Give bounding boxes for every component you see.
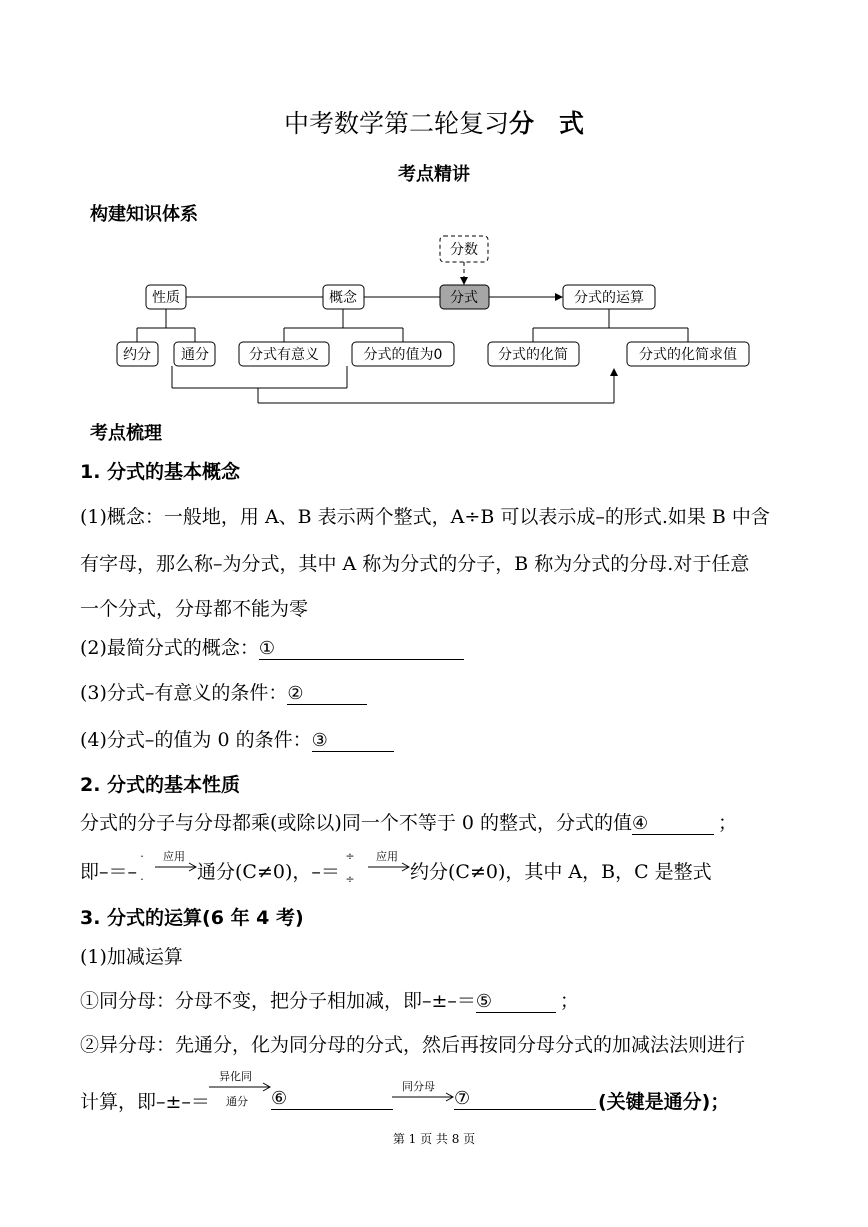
title-regular: 中考数学第二轮复习 [283,109,509,138]
s2-line2-end: 约分(C≠0)，其中 A，B，C 是整式 [410,861,712,883]
answer-blank-6 [271,1087,393,1110]
answer-blank-2 [287,682,367,705]
subtitle: 考点精讲 [398,164,470,185]
s1-p3-label: (3)分式–有意义的条件： [80,682,288,704]
knowledge-diagram [0,225,868,410]
s3-same-label: ①同分母：分母不变，把分子相加减，即–±–＝ [80,990,476,1012]
s2-line1-text: 分式的分子与分母都乘(或除以)同一个不等于 0 的整式，分式的值 [80,812,632,834]
answer-blank-4 [632,812,714,835]
s2-apply-arrow-2 [368,862,410,872]
section-points-heading: 考点梳理 [90,423,162,444]
node-operations: 分式的运算 [574,290,644,306]
s2-apply-label-1: 应用 [163,850,185,863]
s2-frac1-bottom: · [140,873,144,886]
s1-p1-line3: 一个分式，分母都不能为零 [80,598,309,620]
s3-diff-line2-start: 计算，即–±–＝ [80,1091,210,1113]
s1-p4 [80,725,394,752]
s2-line2-mid: 通分(C≠0)，–＝ [197,861,340,883]
answer-blank-5 [476,990,556,1013]
mark-2: ② [287,683,304,704]
answer-blank-7 [454,1087,596,1110]
s3-arrow2-top: 同分母 [402,1080,435,1093]
s1-p3 [80,678,367,705]
mark-1: ① [258,638,276,659]
node-meaningful: 分式有意义 [249,347,319,363]
s2-apply-arrow-1 [155,862,197,872]
s3-diff-end: (关键是通分)； [598,1091,730,1113]
page-title [0,104,868,140]
s2-line2-start: 即–＝– [80,861,138,883]
s3-arrow1-bottom: 通分 [226,1095,248,1108]
s3-heading: 3. 分式的运算(6 年 4 考) [80,907,304,929]
s2-frac1-top: · [140,850,144,863]
section-knowledge-heading: 构建知识体系 [90,204,198,225]
title-bold: 分 式 [509,109,585,138]
node-reduce: 约分 [123,347,151,363]
s3-blank7-wrap [454,1087,596,1110]
s3-blank6-wrap [271,1087,393,1110]
s3-sub1: (1)加减运算 [80,946,183,968]
node-common: 通分 [181,347,209,363]
s2-line1 [80,808,737,835]
mark-4: ④ [632,813,649,834]
node-simplify: 分式的化简 [498,347,568,363]
s1-heading: 1. 分式的基本概念 [80,461,241,483]
s2-frac2-top: ÷ [345,850,355,863]
s1-p2-label: (2)最简分式的概念： [80,637,259,659]
node-fraction-number: 分数 [450,242,478,258]
mark-3: ③ [311,730,328,751]
s3-arrow-2 [392,1092,454,1102]
node-simplify-eval: 分式的化简求值 [639,347,737,363]
answer-blank-3 [312,729,394,752]
s3-arrow-1 [209,1082,271,1092]
s3-same-denominator [80,986,579,1013]
s2-line1-end: ； [718,812,738,834]
node-concept: 概念 [329,290,357,306]
node-property: 性质 [152,290,180,306]
s2-heading: 2. 分式的基本性质 [80,774,241,796]
s1-p1-line2: 有字母，那么称–为分式，其中 A 称为分式的分子，B 称为分式的分母.对于任意 [80,553,750,575]
mark-7: ⑦ [454,1088,471,1109]
s3-same-end: ； [559,990,579,1012]
s1-p4-label: (4)分式–的值为 0 的条件： [80,729,312,751]
node-zero-value: 分式的值为0 [363,347,443,363]
s1-p1-line1: (1)概念：一般地，用 A、B 表示两个整式，A÷B 可以表示成–的形式.如果 B 中含 [80,506,770,528]
page-footer: 第 1 页 共 8 页 [392,1132,476,1146]
mark-5: ⑤ [475,991,493,1012]
s3-arrow1-top: 异化同 [219,1070,252,1083]
node-center: 分式 [450,290,478,306]
s2-frac2-bottom: ÷ [345,873,355,886]
mark-6: ⑥ [271,1088,288,1109]
s3-diff-line1: ②异分母：先通分，化为同分母的分式，然后再按同分母分式的加减法法则进行 [80,1034,746,1056]
s2-apply-label-2: 应用 [376,850,398,863]
s1-p2 [80,633,464,660]
answer-blank-1 [259,637,464,660]
